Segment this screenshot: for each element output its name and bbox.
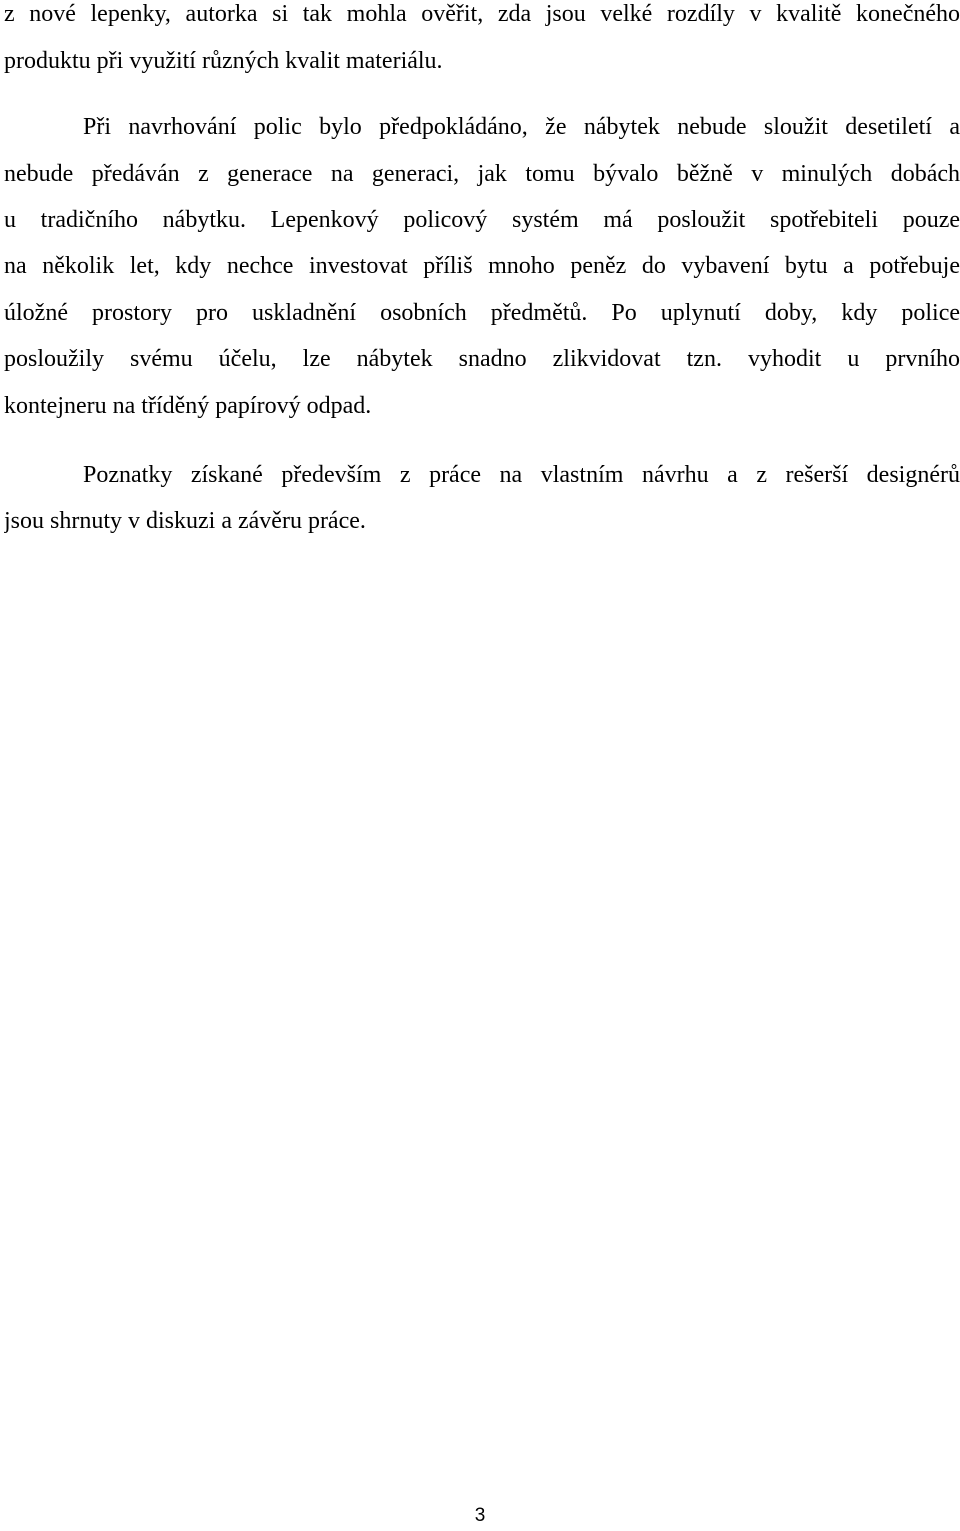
paragraph-line: úložné prostory pro uskladnění osobních předmětů. Po uplynutí doby, kdy police — [4, 300, 960, 326]
paragraph-line: Poznatky získané především z práce na vlastním návrhu a z rešerší designérů — [83, 462, 960, 488]
paragraph-line: posloužily svému účelu, lze nábytek snadno zlikvidovat tzn. vyhodit u prvního — [4, 346, 960, 372]
paragraph-line: u tradičního nábytku. Lepenkový policový systém má posloužit spotřebiteli pouze — [4, 207, 960, 233]
document-page — [4, 0, 960, 1531]
paragraph-line: nebude předáván z generace na generaci, jak tomu bývalo běžně v minulých dobách — [4, 161, 960, 187]
paragraph-line: z nové lepenky, autorka si tak mohla ověřit, zda jsou velké rozdíly v kvalitě konečného — [4, 1, 960, 27]
paragraph-line: na několik let, kdy nechce investovat příliš mnoho peněz do vybavení bytu a potřebuje — [4, 253, 960, 279]
paragraph-line: kontejneru na tříděný papírový odpad. — [4, 393, 372, 419]
paragraph-line: jsou shrnuty v diskuzi a závěru práce. — [4, 508, 366, 534]
page-number: 3 — [474, 1505, 486, 1526]
paragraph-line: Při navrhování polic bylo předpokládáno, že nábytek nebude sloužit desetiletí a — [83, 114, 960, 140]
paragraph-line: produktu při využití různých kvalit materiálu. — [4, 48, 443, 74]
